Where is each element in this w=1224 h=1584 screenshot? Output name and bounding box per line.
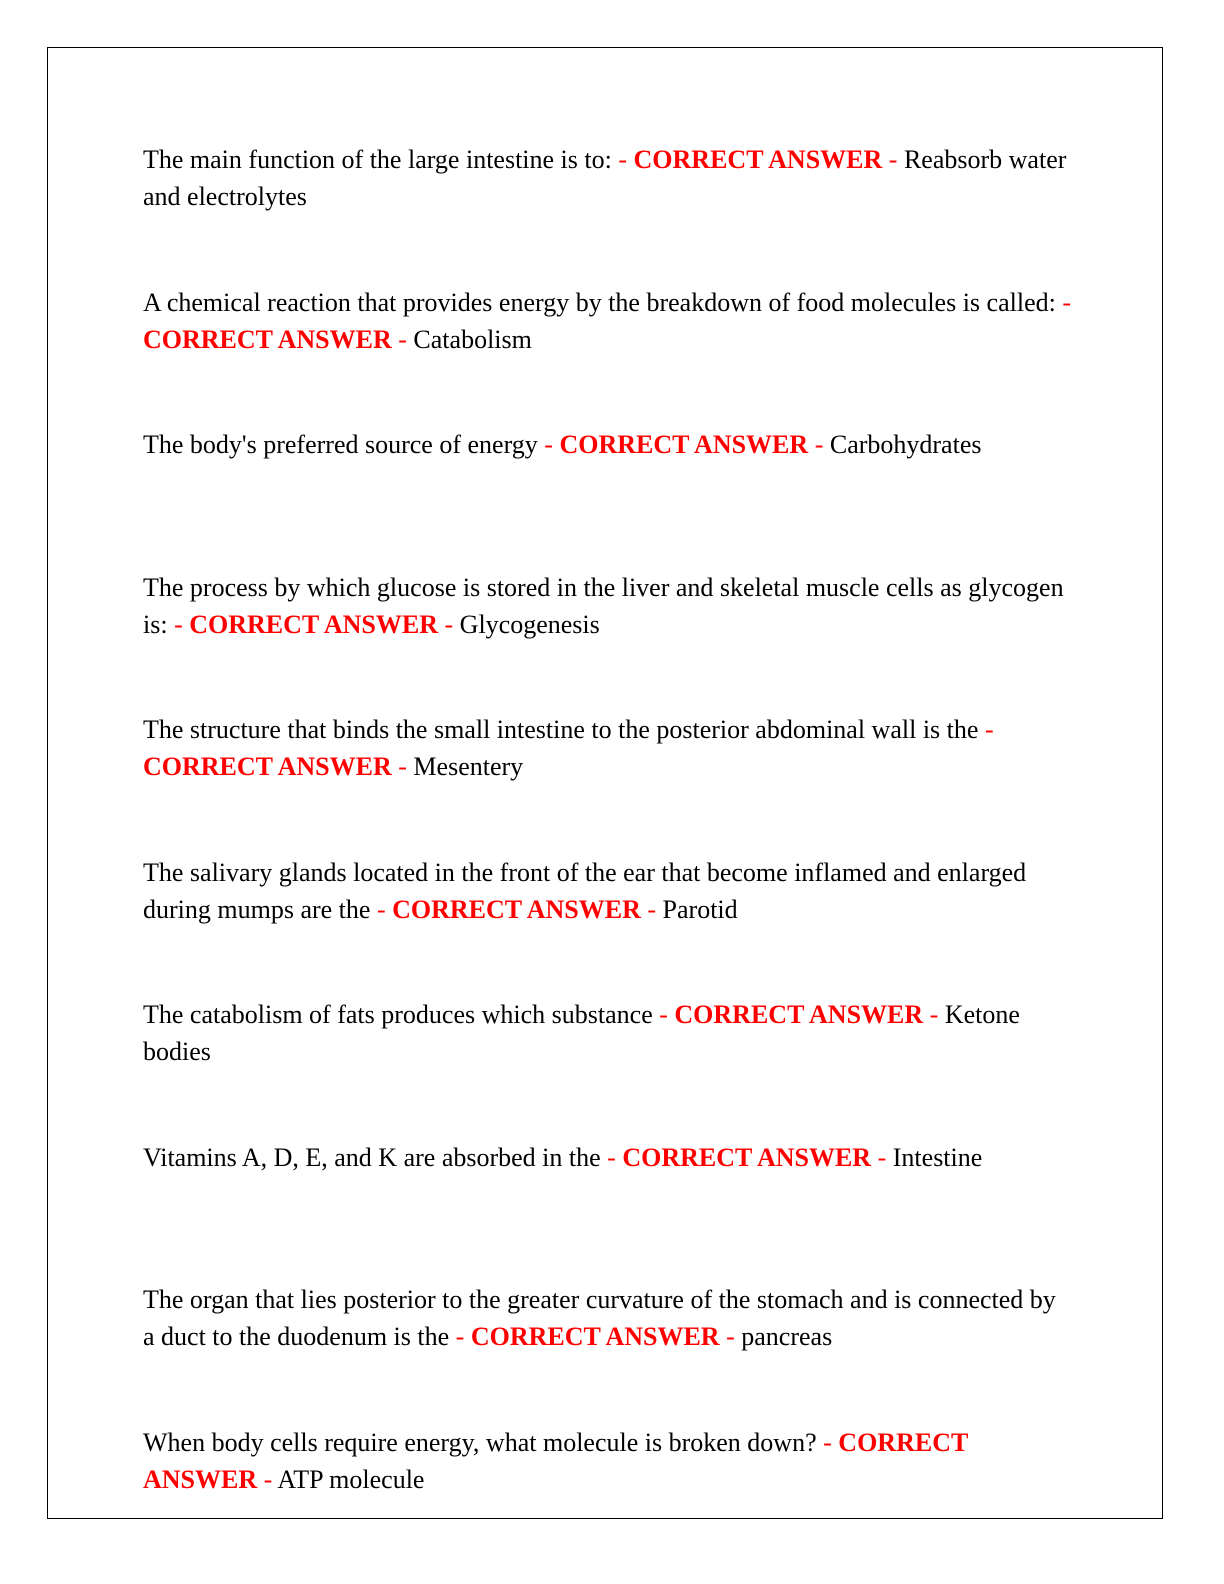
- correct-answer-label: CORRECT ANSWER: [143, 1427, 968, 1494]
- answer-text: Reabsorb water and electrolytes: [143, 145, 1067, 211]
- qa-item: [143, 854, 1073, 928]
- answer-text: Mesentery: [413, 752, 524, 781]
- correct-answer-label: CORRECT ANSWER: [392, 894, 641, 924]
- answer-text: pancreas: [741, 1322, 833, 1351]
- question-text: Vitamins A, D, E, and K are absorbed in the: [143, 1142, 601, 1172]
- answer-dash: -: [823, 1427, 832, 1457]
- answer-dash: -: [607, 1142, 616, 1172]
- answer-dash: -: [659, 1000, 668, 1029]
- correct-answer-label: CORRECT ANSWER: [559, 430, 809, 459]
- correct-answer-label: CORRECT ANSWER: [143, 324, 392, 354]
- correct-answer-label: CORRECT ANSWER: [189, 609, 438, 639]
- answer-dash: -: [1062, 287, 1072, 317]
- qa-item: [143, 711, 1073, 785]
- answer-dash: -: [398, 752, 407, 781]
- question-text: The salivary glands located in the front of the ear that become inflamed and enlarged during mumps are the: [143, 857, 1027, 924]
- answer-dash: -: [814, 430, 824, 459]
- answer-dash: -: [544, 430, 553, 459]
- answer-text: Parotid: [662, 894, 738, 924]
- question-text: The main function of the large intestine is to:: [143, 145, 612, 174]
- qa-item: [143, 141, 1073, 215]
- answer-dash: -: [444, 609, 454, 639]
- correct-answer-label: CORRECT ANSWER: [470, 1322, 720, 1351]
- answer-dash: -: [888, 145, 898, 174]
- question-text: The organ that lies posterior to the greater curvature of the stomach and is connected by a duct to the duodenum is the: [143, 1285, 1056, 1351]
- answer-dash: -: [726, 1322, 735, 1351]
- qa-list: [143, 141, 1073, 1566]
- question-text: The process by which glucose is stored in the liver and skeletal muscle cells as glycogen is:: [143, 572, 1064, 639]
- question-text: The structure that binds the small intestine to the posterior abdominal wall is the: [143, 715, 979, 744]
- question-text: When body cells require energy, what molecule is broken down?: [143, 1427, 817, 1457]
- question-text: A chemical reaction that provides energy by the breakdown of food molecules is called:: [143, 287, 1056, 317]
- qa-item: [143, 1281, 1073, 1355]
- correct-answer-label: CORRECT ANSWER: [143, 752, 392, 781]
- qa-item: [143, 1424, 1073, 1498]
- answer-dash: -: [647, 894, 657, 924]
- correct-answer-label: CORRECT ANSWER: [622, 1142, 872, 1172]
- answer-text: Ketone bodies: [143, 1000, 1020, 1066]
- qa-item: [143, 284, 1073, 358]
- answer-dash: -: [398, 324, 407, 354]
- qa-item: [143, 426, 1073, 500]
- answer-dash: -: [984, 715, 994, 744]
- qa-item: [143, 1139, 1073, 1213]
- question-text: The body's preferred source of energy: [143, 430, 538, 459]
- qa-item: [143, 996, 1073, 1070]
- correct-answer-label: CORRECT ANSWER: [674, 1000, 924, 1029]
- answer-dash: -: [263, 1464, 273, 1494]
- answer-text: Glycogenesis: [459, 609, 600, 639]
- answer-dash: -: [929, 1000, 939, 1029]
- answer-dash: -: [877, 1142, 887, 1172]
- answer-dash: -: [618, 145, 628, 174]
- correct-answer-label: CORRECT ANSWER: [633, 145, 883, 174]
- answer-dash: -: [376, 894, 386, 924]
- answer-text: Intestine: [892, 1142, 983, 1172]
- answer-text: Catabolism: [413, 324, 532, 354]
- answer-dash: -: [174, 609, 183, 639]
- answer-text: Carbohydrates: [829, 430, 982, 459]
- question-text: The catabolism of fats produces which substance: [143, 1000, 653, 1029]
- answer-text: ATP molecule: [277, 1464, 425, 1494]
- answer-dash: -: [455, 1322, 465, 1351]
- qa-item: [143, 569, 1073, 643]
